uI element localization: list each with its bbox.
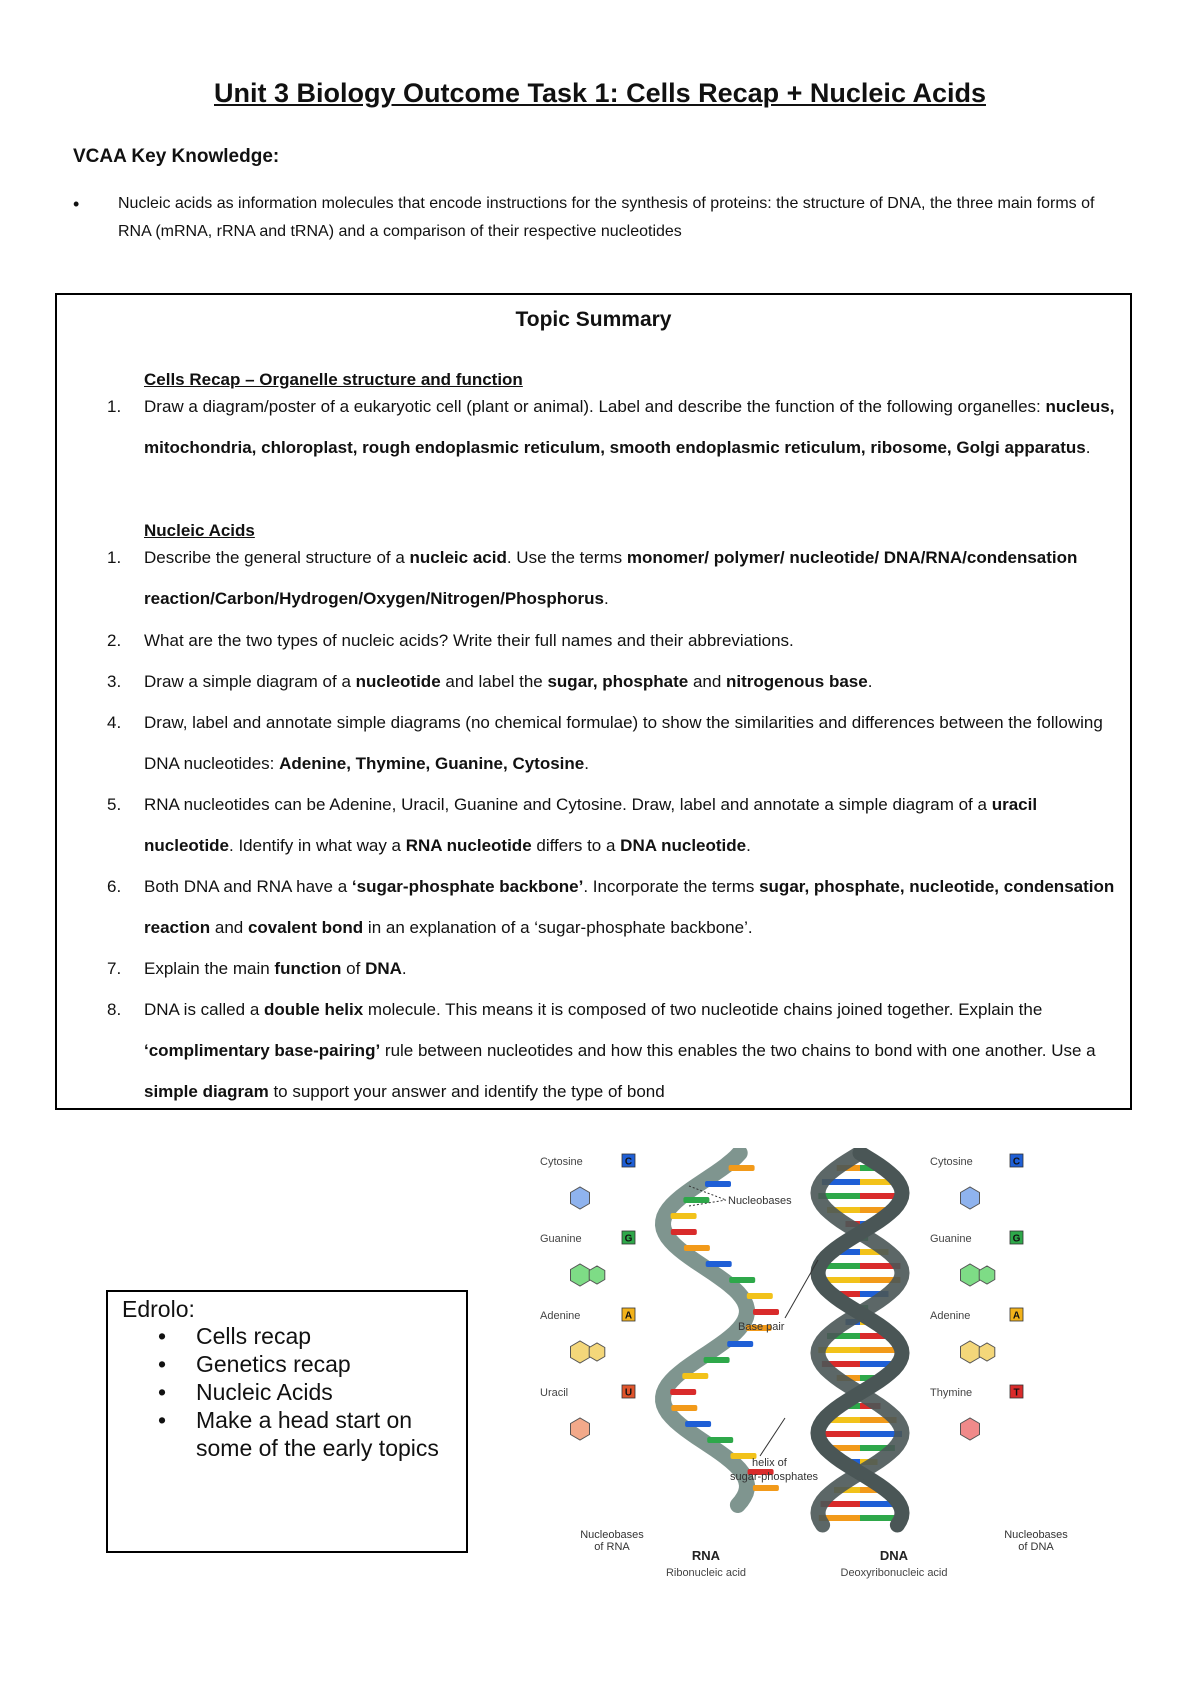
rna-nucleobases-column (540, 1154, 635, 1440)
rna-base-letter: G (624, 1233, 633, 1245)
dna-helix (818, 1153, 902, 1525)
rna-base-rung (684, 1245, 710, 1251)
cells-recap-title: Cells Recap – Organelle structure and function (144, 370, 523, 389)
dna-bases-caption-1: Nucleobases (1004, 1529, 1068, 1541)
rna-base-name: Adenine (540, 1310, 581, 1322)
rna-base-name: Cytosine (540, 1156, 583, 1168)
rna-base-rung (704, 1357, 730, 1363)
rna-bases-caption-2: of RNA (594, 1541, 630, 1553)
dna-rna-diagram (540, 1148, 1100, 1588)
dna-base-letter: T (1013, 1387, 1020, 1399)
nucleic-acids-title: Nucleic Acids (144, 521, 255, 540)
rna-base-rung (682, 1373, 708, 1379)
key-knowledge-heading: VCAA Key Knowledge: (73, 146, 280, 167)
nucleobases-callout: Nucleobases (728, 1195, 792, 1207)
item-number: 1. (107, 397, 122, 416)
rna-base-rung (729, 1277, 755, 1283)
rna-base-rung (671, 1405, 697, 1411)
dna-bases-caption-2: of DNA (1018, 1541, 1054, 1553)
list-item: • Cells recap (196, 1322, 456, 1350)
key-knowledge-text: Nucleic acids as information molecules that encode instructions for the synthesis of proteins: the structure of DNA, the three main forms of RNA (mRNA, rRNA and tRNA) and a comparison of their respective nucleotides (118, 195, 1095, 240)
base-pair-callout: Base pair (738, 1321, 785, 1333)
helix-callout-line1: helix of (752, 1457, 787, 1469)
nucleic-item-2: 2. What are the two types of nucleic acids? Write their full names and their abbreviations. (107, 631, 794, 650)
key-knowledge-item (73, 190, 1123, 246)
rna-base-rung (753, 1309, 779, 1315)
nucleic-item-4: 4. Draw, label and annotate simple diagrams (no chemical formulae) to show the similarities and differences between the following DNA nucleotides: Adenine, Thymine, Guanine, Cytosine. (107, 713, 1103, 773)
dna-label: DNA (879, 1548, 909, 1563)
dna-base-name: Cytosine (930, 1156, 973, 1168)
list-item: • Nucleic Acids (196, 1378, 456, 1406)
rna-full-name: Ribonucleic acid (665, 1567, 747, 1579)
dna-base-letter: A (1012, 1310, 1021, 1322)
rna-bases-caption-1: Nucleobases (580, 1529, 644, 1541)
topic-summary-heading: Topic Summary (515, 308, 672, 331)
rna-base-letter: U (624, 1387, 633, 1399)
rna-base-rung (671, 1213, 697, 1219)
dna-base-name: Adenine (930, 1310, 971, 1322)
dna-base-letter: C (1012, 1156, 1021, 1168)
rna-base-name: Guanine (540, 1233, 582, 1245)
rna-base-molecule (571, 1418, 590, 1440)
dna-nucleobases-column (930, 1154, 1023, 1440)
edrolo-box (106, 1290, 468, 1553)
nucleic-item-5: 5. RNA nucleotides can be Adenine, Uracil, Guanine and Cytosine. Draw, label and annotate a simple diagram of a uracil nucleotide. Identify in what way a RNA nucleotide differs to a DNA nucleotide. (107, 795, 1038, 855)
rna-base-rung (685, 1421, 711, 1427)
rna-base-rung (727, 1341, 753, 1347)
rna-base-rung (705, 1181, 731, 1187)
rna-base-rung (747, 1293, 773, 1299)
nucleic-item-1: 1. Describe the general structure of a nucleic acid. Use the terms monomer/ polymer/ nucleotide/ DNA/RNA/condensation reaction/Carbon/Hydrogen/Oxygen/Nitrogen/Phosphorus. (107, 548, 1078, 608)
rna-base-rung (753, 1485, 779, 1491)
page-title: Unit 3 Biology Outcome Task 1: Cells Recap + Nucleic Acids (214, 78, 986, 108)
nucleic-item-3: 3. Draw a simple diagram of a nucleotide and label the sugar, phosphate and nitrogenous base. (107, 672, 873, 691)
rna-base-rung (670, 1389, 696, 1395)
dna-base-molecule (961, 1187, 980, 1209)
dna-base-ring (979, 1266, 995, 1284)
dna-base-molecule (961, 1341, 980, 1363)
rna-base-letter: C (624, 1156, 633, 1168)
cells-item-1 (107, 386, 1117, 468)
nucleic-item-7: 7. Explain the main function of DNA. (107, 959, 407, 978)
edrolo-title: Edrolo: (122, 1296, 195, 1322)
dna-base-molecule (961, 1264, 980, 1286)
rna-base-letter: A (624, 1310, 633, 1322)
bullet-icon: • (73, 194, 80, 214)
helix-callout-line2: sugar-phosphates (730, 1471, 819, 1483)
dna-base-letter: G (1012, 1233, 1021, 1245)
rna-base-molecule (571, 1187, 590, 1209)
dna-base-name: Thymine (930, 1387, 973, 1399)
edrolo-list (108, 1322, 456, 1462)
dna-full-name: Deoxyribonucleic acid (840, 1567, 948, 1579)
rna-base-ring (589, 1266, 605, 1284)
nucleic-item-6: 6. Both DNA and RNA have a ‘sugar-phosphate backbone’. Incorporate the terms sugar, phosphate, nucleotide, condensation reaction and covalent bond in an explanation of a ‘sugar-phosphate backbone’. (107, 877, 1115, 937)
rna-base-name: Uracil (540, 1387, 569, 1399)
dna-rna-illustration (540, 1148, 1100, 1588)
list-item: • Genetics recap (196, 1350, 456, 1378)
rna-base-rung (729, 1165, 755, 1171)
rna-base-rung (706, 1261, 732, 1267)
topic-summary-box (55, 293, 1132, 1110)
list-item: • Make a head start on some of the early topics (196, 1406, 456, 1462)
rna-base-rung (707, 1437, 733, 1443)
rna-base-molecule (571, 1264, 590, 1286)
dna-base-ring (979, 1343, 995, 1361)
dna-base-molecule (961, 1418, 980, 1440)
item-text: Draw a diagram/poster of a eukaryotic cell (plant or animal). Label and describe the function of the following organelles: nucleus, mitochondria, chloroplast, rough endoplasmic reticulum, smooth endoplasmic reticulum, ribosome, Golgi apparatus. (144, 397, 1115, 457)
rna-base-ring (589, 1343, 605, 1361)
rna-base-rung (671, 1229, 697, 1235)
rna-base-rung (683, 1197, 709, 1203)
rna-base-molecule (571, 1341, 590, 1363)
dna-base-name: Guanine (930, 1233, 972, 1245)
rna-label: RNA (691, 1548, 721, 1563)
nucleic-item-8: 8. DNA is called a double helix molecule. This means it is composed of two nucleotide chains joined together. Explain the ‘complimentary base-pairing’ rule between nucleotides and how this enables the two chains to bond with one another. Use a simple diagram to support your answer and identify the type of bond (107, 1000, 1096, 1101)
